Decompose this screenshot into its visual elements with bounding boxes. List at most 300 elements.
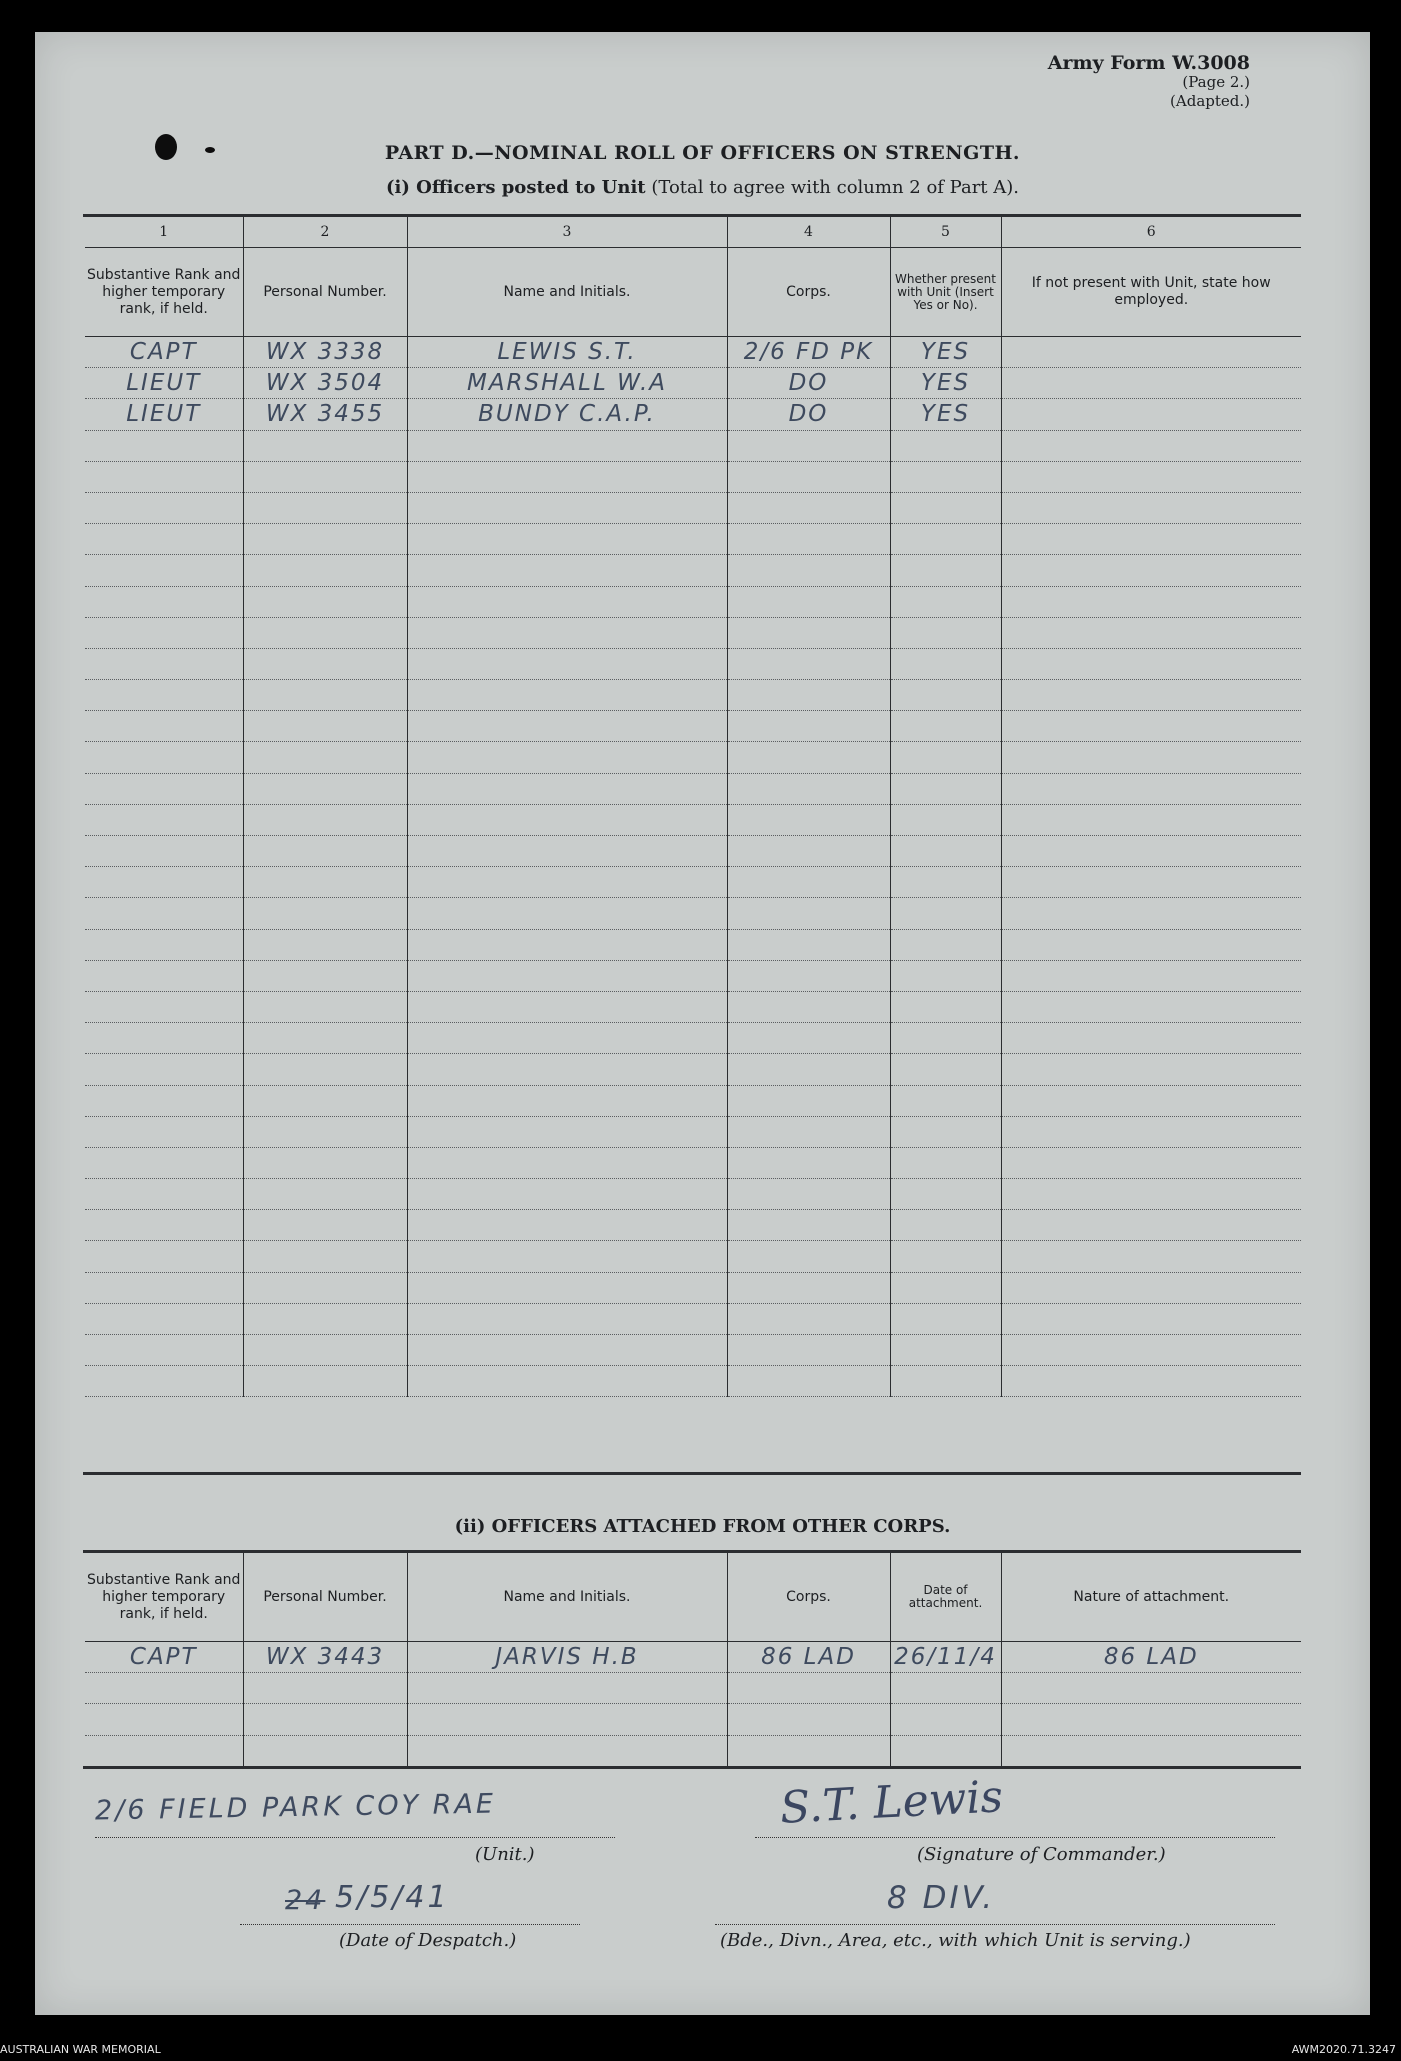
table-cell [890, 929, 1001, 960]
table-cell [407, 804, 727, 835]
part-d-title: PART D.—NOMINAL ROLL OF OFFICERS ON STRENGTH. [384, 142, 1021, 164]
table-cell: 86 LAD [1001, 1642, 1301, 1673]
table-cell [890, 1335, 1001, 1366]
table-cell [890, 1116, 1001, 1147]
table-cell [407, 1085, 727, 1116]
table-cell [890, 1179, 1001, 1210]
table-cell [85, 773, 243, 804]
table1-bottom-rule [83, 1472, 1301, 1475]
table-cell [407, 929, 727, 960]
table-cell [243, 898, 407, 929]
table-cell [1001, 430, 1301, 461]
table-cell [243, 586, 407, 617]
table-cell: CAPT [85, 1642, 243, 1673]
table-cell [727, 1210, 890, 1241]
table-cell [407, 430, 727, 461]
table-cell [727, 1673, 890, 1704]
table-row [85, 586, 1301, 617]
table-cell [1001, 368, 1301, 399]
table-cell [1001, 804, 1301, 835]
table-cell [1001, 960, 1301, 991]
form-number-block [1048, 54, 1250, 111]
table-cell [85, 929, 243, 960]
table-cell [243, 1366, 407, 1397]
table-cell [85, 1673, 243, 1704]
table-cell [1001, 836, 1301, 867]
table-cell [727, 1179, 890, 1210]
table-row [85, 711, 1301, 742]
table-cell [1001, 1335, 1301, 1366]
table-cell [727, 430, 890, 461]
table-cell [1001, 1085, 1301, 1116]
table-row [85, 1179, 1301, 1210]
officers-posted-table [85, 217, 1301, 1397]
table-cell [407, 742, 727, 773]
table-cell: 86 LAD [727, 1642, 890, 1673]
table-cell [727, 1272, 890, 1303]
table-cell [407, 617, 727, 648]
table-row [85, 492, 1301, 523]
table-cell [1001, 1116, 1301, 1147]
table-cell [85, 524, 243, 555]
column-header-5: Whether present with Unit (Insert Yes or No). [890, 248, 1001, 337]
table-cell [890, 586, 1001, 617]
table-cell [890, 773, 1001, 804]
table-cell [243, 1335, 407, 1366]
table-row [85, 399, 1301, 430]
table-row [85, 1085, 1301, 1116]
table-cell [727, 929, 890, 960]
table-cell: WX 3504 [243, 368, 407, 399]
table-cell [1001, 586, 1301, 617]
table-cell [407, 524, 727, 555]
table-cell [85, 586, 243, 617]
date-of-despatch-value: 5/5/41 [335, 1880, 450, 1915]
table-cell [1001, 1210, 1301, 1241]
table-cell [727, 898, 890, 929]
part-ii-title: (ii) OFFICERS ATTACHED FROM OTHER CORPS. [454, 1516, 951, 1537]
table-cell [85, 1054, 243, 1085]
attached-header-3: Name and Initials. [407, 1553, 727, 1642]
table-cell [243, 773, 407, 804]
table-cell [243, 1210, 407, 1241]
table-cell [243, 1116, 407, 1147]
table-cell [243, 867, 407, 898]
table-cell [1001, 711, 1301, 742]
table-cell [243, 430, 407, 461]
table-cell [85, 1147, 243, 1178]
table-cell [727, 1147, 890, 1178]
table-row [85, 680, 1301, 711]
table-cell [407, 492, 727, 523]
table-cell [727, 1303, 890, 1334]
table-cell [890, 898, 1001, 929]
table-row [85, 867, 1301, 898]
table-cell [890, 430, 1001, 461]
table-cell [407, 1735, 727, 1766]
table-cell [407, 555, 727, 586]
table-cell [85, 617, 243, 648]
column-header-2: Personal Number. [243, 248, 407, 337]
column-number-1: 1 [85, 217, 243, 248]
table2-bottom-rule [83, 1766, 1301, 1769]
table-cell: MARSHALL W.A [407, 368, 727, 399]
attached-header-row [85, 1553, 1301, 1642]
table-cell [1001, 1241, 1301, 1272]
table-cell [1001, 1179, 1301, 1210]
table-cell [890, 742, 1001, 773]
commander-signature: S.T. Lewis [778, 1771, 1005, 1834]
table-cell [1001, 680, 1301, 711]
table-cell [407, 898, 727, 929]
formation-value: 8 DIV. [887, 1880, 996, 1916]
table-cell [727, 836, 890, 867]
column-number-4: 4 [727, 217, 890, 248]
table-cell [890, 461, 1001, 492]
table-cell [243, 711, 407, 742]
table-cell [85, 991, 243, 1022]
table-cell: JARVIS H.B [407, 1642, 727, 1673]
table-cell [407, 1335, 727, 1366]
table-cell [85, 1704, 243, 1735]
table-cell [243, 461, 407, 492]
table-cell [85, 804, 243, 835]
table-row [85, 368, 1301, 399]
column-number-5: 5 [890, 217, 1001, 248]
table-cell [243, 492, 407, 523]
table-cell [1001, 1735, 1301, 1766]
table-cell [243, 524, 407, 555]
table-cell [1001, 617, 1301, 648]
signature-label: (Signature of Commander.) [917, 1844, 1166, 1865]
unit-label: (Unit.) [475, 1844, 535, 1865]
table-cell [890, 836, 1001, 867]
table-cell [1001, 337, 1301, 368]
table-cell [1001, 524, 1301, 555]
formation-underline [715, 1924, 1275, 1925]
table-cell [407, 960, 727, 991]
table-cell [727, 492, 890, 523]
table-cell [407, 1366, 727, 1397]
table-cell [243, 1272, 407, 1303]
table-row [85, 773, 1301, 804]
table-row [85, 461, 1301, 492]
table-row [85, 1642, 1301, 1673]
table-cell [85, 1085, 243, 1116]
table-cell [1001, 1303, 1301, 1334]
table-cell [1001, 555, 1301, 586]
table-cell [727, 1241, 890, 1272]
table-cell [890, 1704, 1001, 1735]
form-adapted-note: (Adapted.) [1170, 92, 1250, 110]
table-cell [407, 680, 727, 711]
table-cell [407, 711, 727, 742]
column-header-row [85, 248, 1301, 337]
table-row [85, 617, 1301, 648]
table-row [85, 1023, 1301, 1054]
table-cell [727, 648, 890, 679]
table-row [85, 991, 1301, 1022]
table-cell: 2/6 FD PK [727, 337, 890, 368]
table-cell [727, 555, 890, 586]
table-cell [85, 1366, 243, 1397]
table-cell [85, 555, 243, 586]
table-cell [243, 991, 407, 1022]
table-row [85, 898, 1301, 929]
table-cell [407, 648, 727, 679]
table-cell [1001, 399, 1301, 430]
table-cell: YES [890, 337, 1001, 368]
table-cell [407, 461, 727, 492]
table-cell [890, 648, 1001, 679]
table-cell: WX 3443 [243, 1642, 407, 1673]
table-cell [1001, 742, 1301, 773]
table-cell: LIEUT [85, 399, 243, 430]
table-cell [727, 461, 890, 492]
table-cell: LIEUT [85, 368, 243, 399]
table-cell [243, 836, 407, 867]
table-cell [85, 680, 243, 711]
table-row [85, 1272, 1301, 1303]
table-cell [890, 1241, 1001, 1272]
table-cell: CAPT [85, 337, 243, 368]
table-cell [727, 804, 890, 835]
table-row [85, 1116, 1301, 1147]
table-cell [407, 1054, 727, 1085]
officers-attached-rows [85, 1642, 1301, 1767]
table-cell [1001, 1272, 1301, 1303]
date-label: (Date of Despatch.) [339, 1930, 517, 1951]
table-cell [243, 1241, 407, 1272]
table-cell [243, 1704, 407, 1735]
column-header-6: If not present with Unit, state how employed. [1001, 248, 1301, 337]
table-cell [727, 1023, 890, 1054]
attached-header-5: Date of attachment. [890, 1553, 1001, 1642]
table-cell [243, 960, 407, 991]
table-cell [85, 836, 243, 867]
table-cell [1001, 1054, 1301, 1085]
officers-attached-table [85, 1553, 1301, 1767]
table-cell [243, 555, 407, 586]
table-cell [890, 1023, 1001, 1054]
form-page [35, 32, 1370, 2015]
table-cell [85, 1179, 243, 1210]
table-cell [243, 1673, 407, 1704]
table-cell [85, 1735, 243, 1766]
table-row [85, 524, 1301, 555]
table-cell [85, 1303, 243, 1334]
table-cell [890, 1303, 1001, 1334]
table-cell [407, 1023, 727, 1054]
table-cell [1001, 1023, 1301, 1054]
officers-posted-rows [85, 337, 1301, 1397]
table-cell [890, 804, 1001, 835]
table-row [85, 1147, 1301, 1178]
table-row [85, 742, 1301, 773]
attached-header-6: Nature of attachment. [1001, 1553, 1301, 1642]
archive-reference: AWM2020.71.3247 [1291, 2043, 1396, 2056]
table-cell [85, 1272, 243, 1303]
date-underline [240, 1924, 580, 1925]
table-cell [1001, 929, 1301, 960]
table-cell: WX 3338 [243, 337, 407, 368]
table-cell [1001, 648, 1301, 679]
table-cell [1001, 991, 1301, 1022]
unit-value: 2/6 FIELD PARK COY RAE [94, 1788, 497, 1827]
column-number-2: 2 [243, 217, 407, 248]
table-cell [890, 1366, 1001, 1397]
table-cell [727, 711, 890, 742]
table-cell [890, 1054, 1001, 1085]
table-row [85, 836, 1301, 867]
table-cell [407, 773, 727, 804]
table-row [85, 929, 1301, 960]
table-cell [727, 524, 890, 555]
table-cell [243, 742, 407, 773]
table-cell [85, 1335, 243, 1366]
table-cell [407, 1303, 727, 1334]
table-row [85, 1303, 1301, 1334]
table-cell [407, 1116, 727, 1147]
column-header-4: Corps. [727, 248, 890, 337]
table-cell [407, 991, 727, 1022]
table-cell [890, 1735, 1001, 1766]
table-cell [890, 617, 1001, 648]
table-cell [85, 1023, 243, 1054]
table-cell [727, 1085, 890, 1116]
signature-underline [755, 1837, 1275, 1838]
column-header-3: Name and Initials. [407, 248, 727, 337]
table-cell [890, 1147, 1001, 1178]
table-row [85, 337, 1301, 368]
table-cell [727, 960, 890, 991]
table-cell [727, 742, 890, 773]
table-row [85, 1673, 1301, 1704]
table-row [85, 1241, 1301, 1272]
table-cell [243, 1303, 407, 1334]
attached-header-4: Corps. [727, 1553, 890, 1642]
table-cell [727, 617, 890, 648]
table-cell [85, 742, 243, 773]
table-cell [1001, 1147, 1301, 1178]
form-page-number: (Page 2.) [1182, 73, 1250, 91]
table-cell [85, 1241, 243, 1272]
column-number-3: 3 [407, 217, 727, 248]
table-cell [407, 1704, 727, 1735]
table-cell [243, 1054, 407, 1085]
table-cell [890, 1210, 1001, 1241]
table-cell [890, 492, 1001, 523]
table-cell [85, 461, 243, 492]
table-row [85, 555, 1301, 586]
table-cell: YES [890, 368, 1001, 399]
table-cell [727, 1116, 890, 1147]
column-number-row [85, 217, 1301, 248]
table-cell [727, 1054, 890, 1085]
table-cell [407, 586, 727, 617]
table-cell [727, 1335, 890, 1366]
table-cell [243, 804, 407, 835]
table-cell [727, 680, 890, 711]
archive-credit: AUSTRALIAN WAR MEMORIAL [0, 2043, 161, 2056]
table-cell [890, 711, 1001, 742]
form-number: Army Form W.3008 [1047, 52, 1250, 74]
table-cell [890, 991, 1001, 1022]
table-cell [1001, 492, 1301, 523]
attached-header-1: Substantive Rank and higher temporary rank, if held. [85, 1553, 243, 1642]
table-cell [1001, 867, 1301, 898]
table-cell: WX 3455 [243, 399, 407, 430]
table-cell [727, 991, 890, 1022]
table-cell [85, 492, 243, 523]
table-cell [890, 524, 1001, 555]
table-cell [243, 1147, 407, 1178]
table-cell [85, 648, 243, 679]
table-cell [407, 1147, 727, 1178]
table-cell [1001, 898, 1301, 929]
table-cell [407, 1241, 727, 1272]
table-cell [890, 1085, 1001, 1116]
table-cell [1001, 1366, 1301, 1397]
table-row [85, 1704, 1301, 1735]
table-cell [243, 648, 407, 679]
table-cell [890, 867, 1001, 898]
table-row [85, 1054, 1301, 1085]
table-cell [727, 1366, 890, 1397]
table-cell [407, 1272, 727, 1303]
table-cell [890, 555, 1001, 586]
table-cell [727, 1735, 890, 1766]
attached-header-2: Personal Number. [243, 1553, 407, 1642]
table-cell [1001, 1673, 1301, 1704]
table-cell [727, 1704, 890, 1735]
table-cell: YES [890, 399, 1001, 430]
date-struck: 24 [285, 1885, 326, 1916]
table-cell [243, 1085, 407, 1116]
unit-underline [95, 1837, 615, 1838]
table-row [85, 430, 1301, 461]
table-cell [85, 1116, 243, 1147]
table-cell [727, 867, 890, 898]
table-cell: DO [727, 368, 890, 399]
table-cell [407, 1210, 727, 1241]
formation-label: (Bde., Divn., Area, etc., with which Unit is serving.) [720, 1930, 1191, 1951]
table-cell [890, 1272, 1001, 1303]
table-cell [1001, 461, 1301, 492]
table-cell [890, 680, 1001, 711]
table-cell [1001, 773, 1301, 804]
table-cell [727, 586, 890, 617]
table-cell: DO [727, 399, 890, 430]
table-cell [890, 960, 1001, 991]
table-cell [85, 1210, 243, 1241]
table-row [85, 960, 1301, 991]
table-cell [243, 680, 407, 711]
column-header-1: Substantive Rank and higher temporary rank, if held. [85, 248, 243, 337]
table-row [85, 1735, 1301, 1766]
table-cell [407, 1673, 727, 1704]
table-cell: 26/11/4 [890, 1642, 1001, 1673]
table-cell [85, 711, 243, 742]
table-cell: LEWIS S.T. [407, 337, 727, 368]
table-cell [85, 430, 243, 461]
table-row [85, 648, 1301, 679]
table-cell [85, 867, 243, 898]
table-row [85, 1335, 1301, 1366]
table-cell [243, 929, 407, 960]
table-cell [243, 1179, 407, 1210]
table-row [85, 1210, 1301, 1241]
